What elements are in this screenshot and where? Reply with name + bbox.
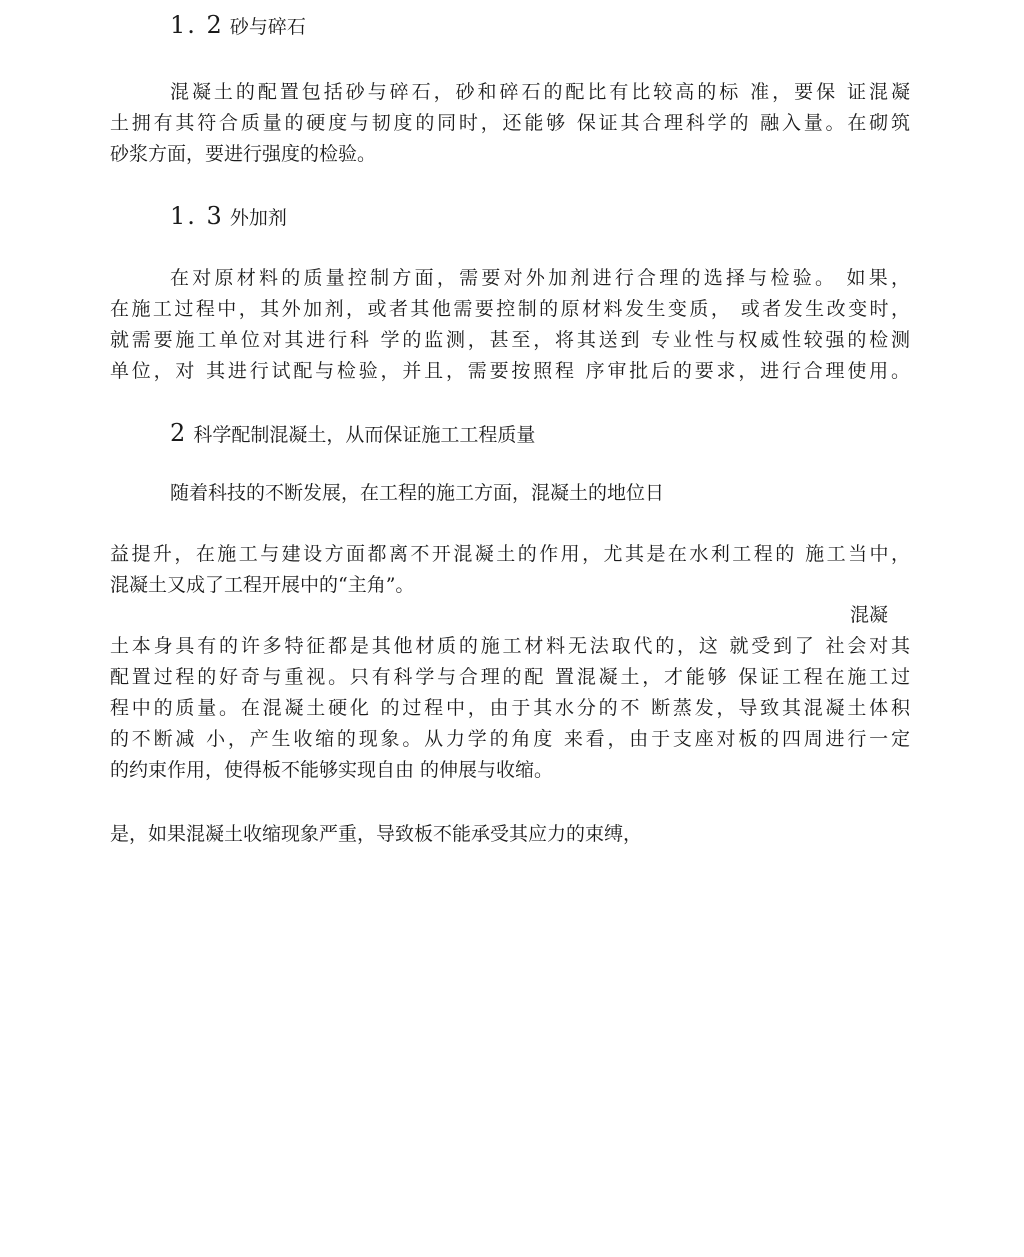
paragraph-line: 在对原材料的质量控制方面，需要对外加剂进行合理的选择与检验。 如果， xyxy=(170,267,910,289)
paragraph-line: 益提升，在施工与建设方面都离不开混凝土的作用，尤其是在水利工程的 施工当中， xyxy=(110,543,910,565)
section-number: 2 xyxy=(170,419,188,447)
paragraph-line: 的不断减 小，产生收缩的现象。从力学的角度 来看，由于支座对板的四周进行一定 xyxy=(110,728,910,750)
paragraph-line: 随着科技的不断发展，在工程的施工方面，混凝土的地位日 xyxy=(170,482,665,504)
paragraph-sand-gravel xyxy=(110,77,910,170)
paragraph-line: 程中的质量。在混凝土硬化 的过程中，由于其水分的不 断蒸发，导致其混凝土体积 xyxy=(110,697,910,719)
section-heading-2 xyxy=(170,420,535,448)
paragraph-admixture xyxy=(110,263,910,387)
section-heading-1-3 xyxy=(170,203,287,231)
paragraph-line: 砂浆方面，要进行强度的检验。 xyxy=(110,143,377,165)
section-number: 1. 3 xyxy=(170,202,224,230)
paragraph-intro xyxy=(110,478,910,509)
paragraph-rising-status xyxy=(110,539,910,601)
paragraph-line: 混凝土又成了工程开展中的“主角”。 xyxy=(110,574,415,596)
section-number: 1. 2 xyxy=(170,11,224,39)
paragraph-line: 单位，对 其进行试配与检验，并且，需要按照程 序审批后的要求，进行合理使用。 xyxy=(110,360,910,382)
paragraph-fragment: 混凝 xyxy=(850,604,889,626)
section-title: 科学配制混凝土，从而保证施工工程质量 xyxy=(193,424,536,446)
section-title: 外加剂 xyxy=(229,207,287,229)
paragraph-line: 配置过程的好奇与重视。只有科学与合理的配 置混凝土，才能够 保证工程在施工过 xyxy=(110,666,910,688)
paragraph-shrinkage xyxy=(110,819,910,850)
paragraph-line: 在施工过程中，其外加剂，或者其他需要控制的原材料发生变质， 或者发生改变时， xyxy=(110,298,910,320)
paragraph-line: 混凝土的配置包括砂与碎石，砂和碎石的配比有比较高的标 准，要保 证混凝 xyxy=(170,81,910,103)
paragraph-line: 是，如果混凝土收缩现象严重，导致板不能承受其应力的束缚， xyxy=(110,823,643,845)
section-title: 砂与碎石 xyxy=(229,16,306,38)
paragraph-line: 就需要施工单位对其进行科 学的监测，甚至，将其送到 专业性与权威性较强的检测 xyxy=(110,329,910,351)
paragraph-line: 土本身具有的许多特征都是其他材质的施工材料无法取代的，这 就受到了 社会对其 xyxy=(110,635,910,657)
section-heading-1-2 xyxy=(170,12,306,40)
paragraph-concrete-properties xyxy=(110,631,910,786)
paragraph-line: 的约束作用，使得板不能够实现自由 的伸展与收缩。 xyxy=(110,759,554,781)
paragraph-line: 土拥有其符合质量的硬度与韧度的同时，还能够 保证其合理科学的 融入量。在砌筑 xyxy=(110,112,910,134)
